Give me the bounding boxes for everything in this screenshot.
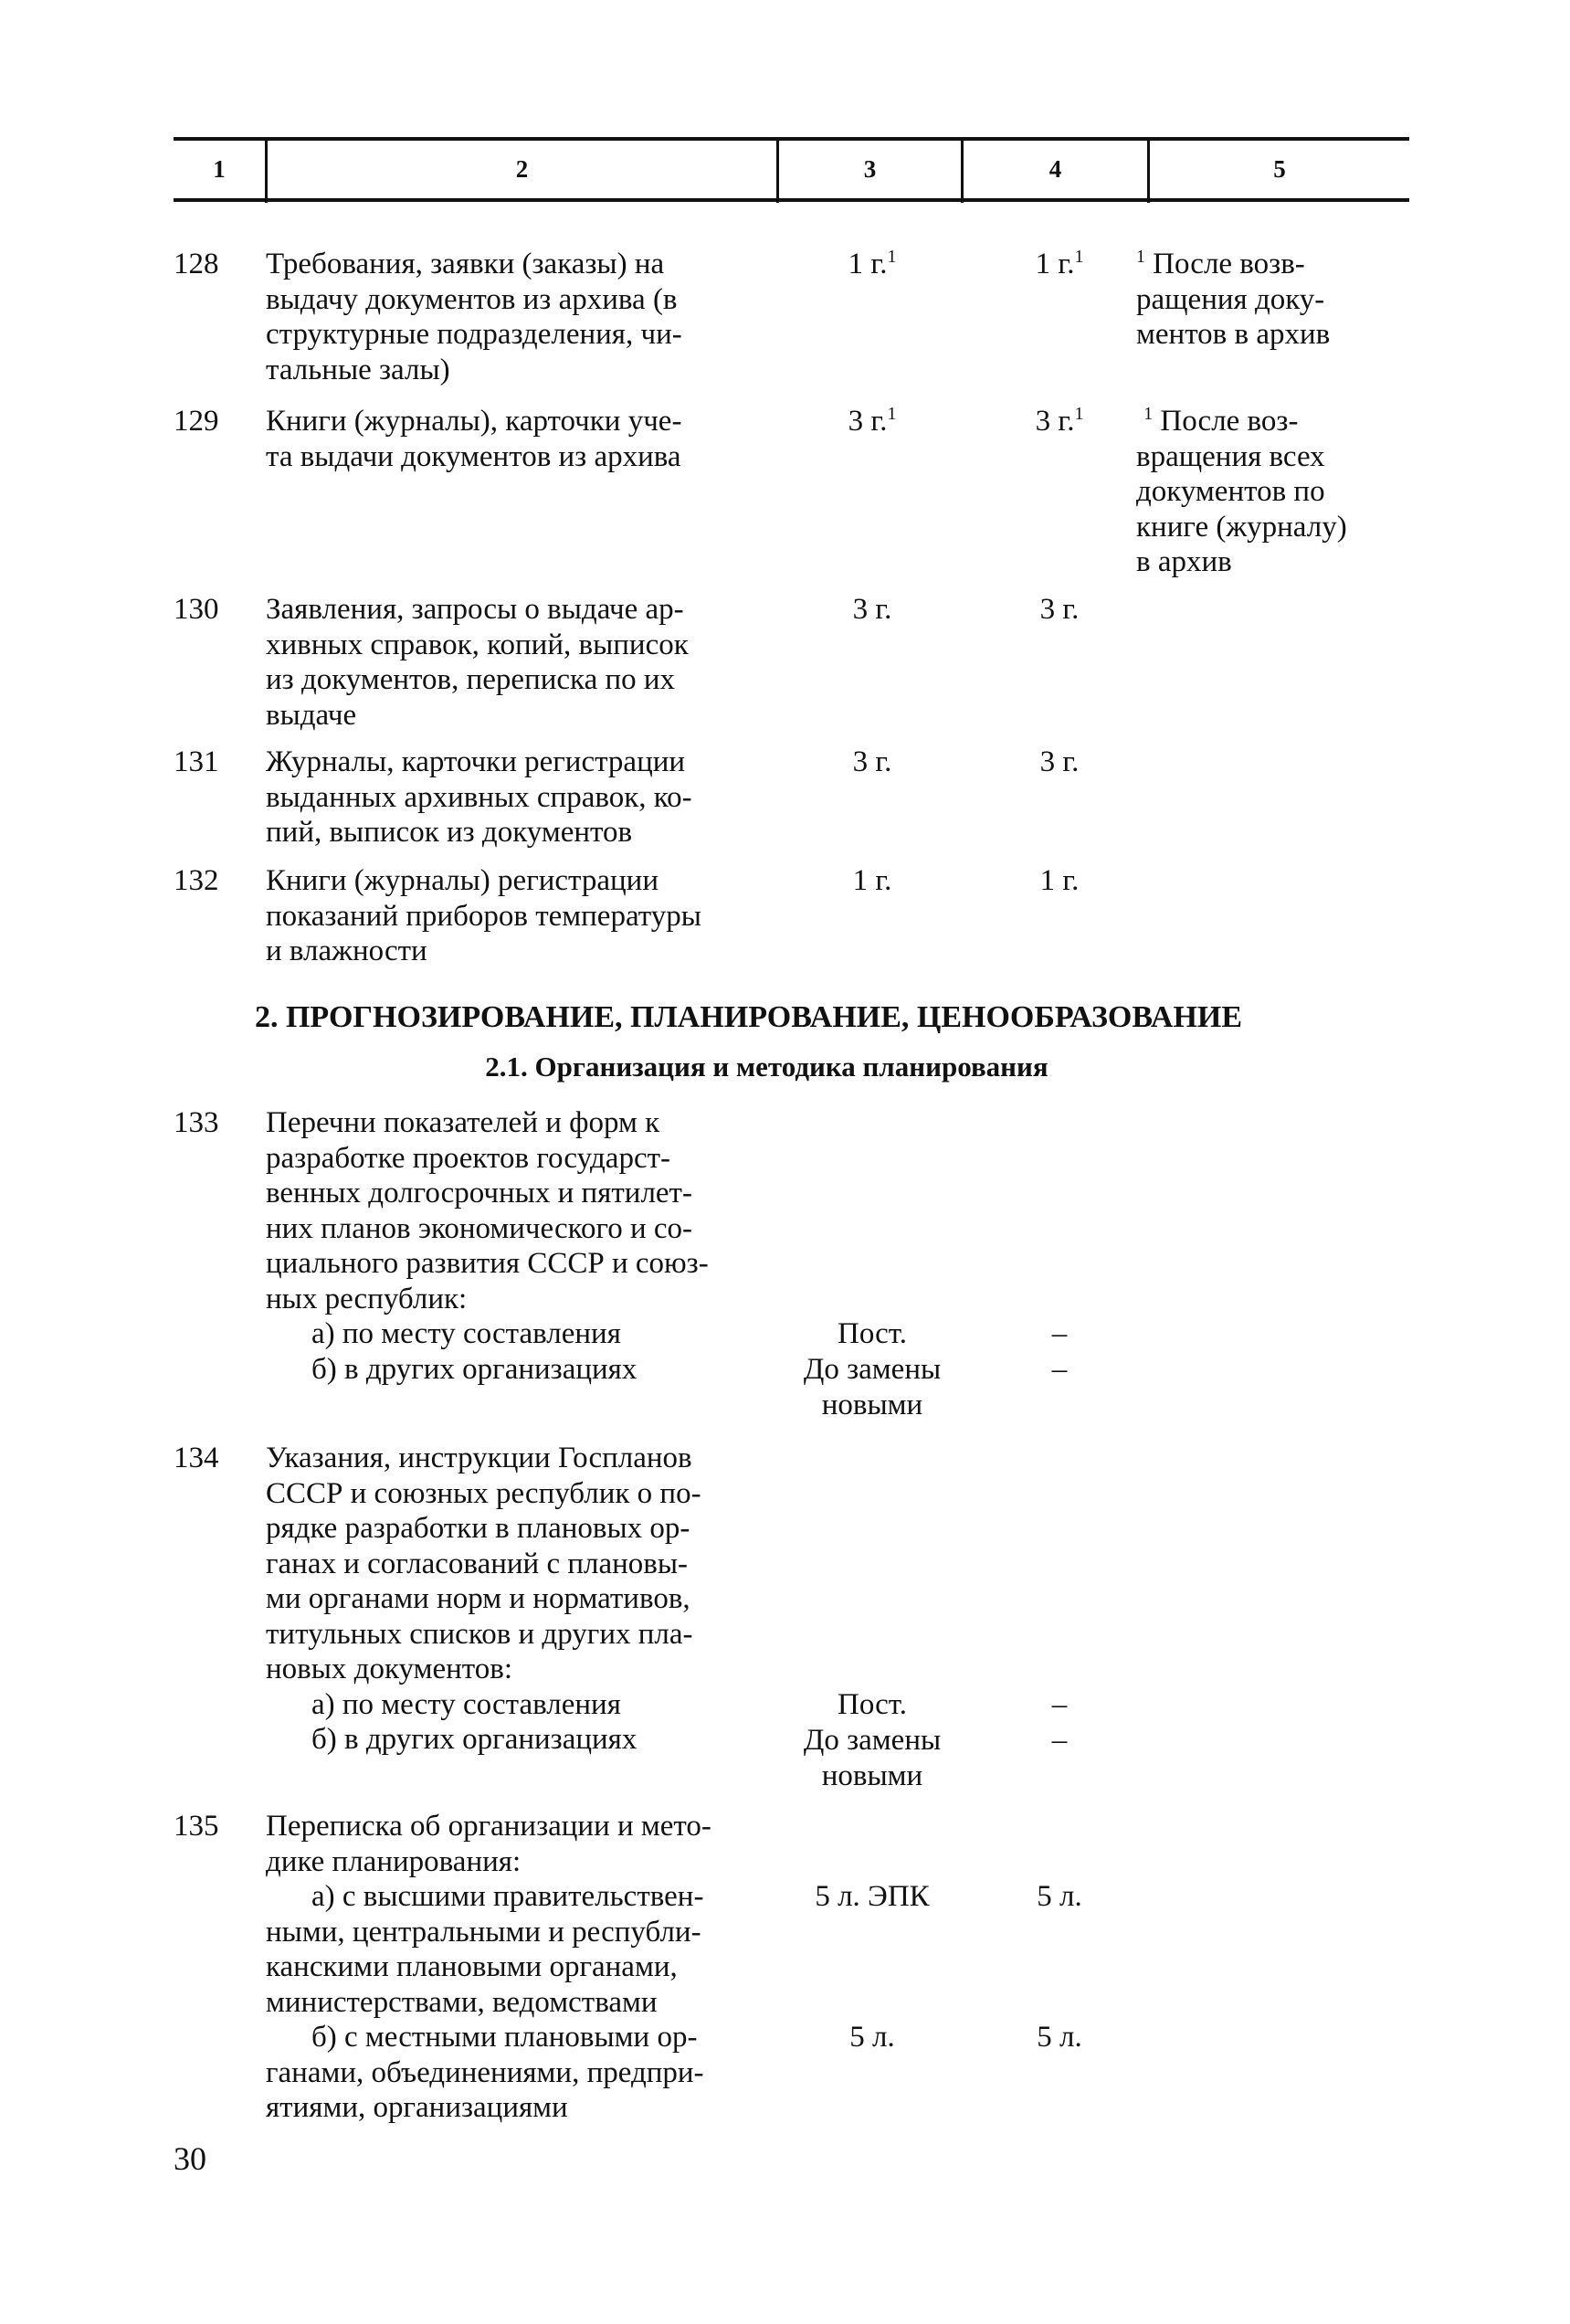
desc-line: тальные залы) [266,353,450,386]
term-value: 3 г. [848,405,888,438]
note-line [1136,404,1410,439]
desc-line: Указания, инструкции Госпланов [266,1442,692,1474]
row-description [266,745,766,850]
desc-line: выданных архивных справок, ко- [266,780,692,814]
sub-item: а) по месту составления [311,1317,621,1350]
term-org: Пост. [838,1317,907,1350]
header-col-4: 4 [1048,154,1062,183]
sub-item: б) с местными плановыми ор- [311,2021,698,2054]
desc-line: Книги (журналы) регистрации [266,864,659,897]
desc-line: из документов, переписка по их [266,663,676,696]
note-line: вращения всех [1136,439,1325,473]
desc-line: них планов экономического и со- [266,1211,693,1245]
term-archive: – [1051,1317,1068,1350]
desc-line: ганах и согласований с плановы- [266,1547,689,1580]
term-org [767,404,977,439]
row-number: 133 [174,1106,219,1139]
desc-line: титульных списков и других пла- [266,1617,693,1651]
desc-line: и влажности [266,935,427,967]
desc-line: венных долгосрочных и пятилет- [266,1177,692,1210]
desc-line: канскими плановыми органами, [266,1950,678,1983]
sub-item: а) с высшими правительствен- [311,1880,704,1913]
desc-line: структурные подразделения, чи- [266,318,682,351]
row-number: 130 [174,593,219,626]
row-description [266,247,766,387]
desc-line: Журналы, карточки регистрации [266,745,686,778]
desc-line: та выдачи документов из архива [266,439,681,473]
footnote-mark: 1 [1074,404,1084,424]
note-line: ментов в архив [1136,318,1331,351]
row-description [266,592,766,733]
header-col-5: 5 [1273,154,1286,183]
term-org: Пост. [838,1688,907,1721]
row-description [266,1441,766,1758]
term-archive: 5 л. [1037,1880,1082,1913]
desc-line: Заявления, запросы о выдаче ар- [266,593,684,626]
desc-line: ганами, объединениями, предпри- [266,2055,704,2089]
term-line: До замены [803,1724,942,1757]
term-org: 5 л. ЭПК [815,1880,930,1913]
row-note [1136,404,1410,580]
term-line: новыми [821,1389,923,1421]
desc-line: разработке проектов государст- [266,1141,671,1175]
term-archive: 1 г. [1039,864,1080,897]
desc-line: циального развития СССР и союз- [266,1247,709,1280]
desc-line: показаний приборов температуры [266,899,701,933]
section-title: 2. ПРОГНОЗИРОВАНИЕ, ПЛАНИРОВАНИЕ, ЦЕНООБРАЗОВАНИЕ [254,1000,1243,1034]
footnote-mark: 1 [887,404,897,424]
term-value: 1 г. [848,248,888,280]
footnote-mark: 1 [1074,247,1084,267]
row-description [266,1105,766,1387]
desc-line: рядке разработки в плановых ор- [266,1512,690,1545]
desc-line: хивных справок, копий, выписок [266,628,689,661]
sub-item: б) в других организациях [311,1352,637,1386]
footnote-mark: 1 [1143,404,1154,424]
term-archive: 3 г. [1039,745,1080,778]
row-number: 129 [174,405,219,438]
header-top-rule [174,137,1409,141]
desc-line: ятиями, организациями [266,2091,568,2124]
term-value: 1 г. [1035,248,1075,280]
row-number: 134 [174,1442,219,1474]
row-note [1136,247,1410,353]
desc-line: ных республик: [266,1282,468,1315]
note-text: После воз- [1160,405,1299,438]
desc-line: ми органами норм и нормативов, [266,1582,690,1615]
note-line: ращения доку- [1136,282,1325,316]
header-col-2: 2 [515,154,529,183]
desc-line: выдаче [266,698,357,732]
sub-item: а) по месту составления [311,1687,621,1721]
sub-item: б) в других организациях [311,1723,637,1756]
desc-line: дике планирования: [266,1844,522,1878]
term-line: До замены [803,1353,942,1386]
term-org: 3 г. [852,745,892,778]
row-number: 131 [174,745,219,778]
header-col-3: 3 [863,154,877,183]
footnote-mark: 1 [1136,247,1145,267]
term-org: 5 л. [849,2021,895,2054]
term-archive [968,404,1154,439]
section-subtitle: 2.1. Организация и методика планирования [485,1051,1048,1083]
term-org [767,1352,977,1423]
desc-line: ными, центральными и республи- [266,1915,701,1949]
term-archive [968,247,1151,282]
row-number: 128 [174,248,219,280]
note-line: в архив [1136,545,1232,578]
row-number: 135 [174,1810,219,1843]
desc-line: Книги (журналы), карточки уче- [266,405,682,438]
row-description [266,404,766,474]
desc-line: СССР и союзных республик о по- [266,1476,701,1510]
term-archive: – [1051,1724,1068,1757]
desc-line: Требования, заявки (заказы) на [266,248,665,280]
header-col-1: 1 [213,154,226,183]
term-archive: – [1051,1688,1068,1721]
term-org: 1 г. [852,864,892,897]
term-archive: 3 г. [1039,593,1080,626]
term-org: 3 г. [852,593,892,626]
desc-line: пий, выписок из документов [266,816,633,849]
term-line: новыми [821,1759,923,1792]
row-description [266,1809,766,2126]
desc-line: министерствами, ведомствами [266,1985,658,2019]
row-description [266,863,766,969]
note-text: После возв- [1153,248,1305,280]
term-archive: – [1051,1353,1068,1386]
term-org [767,247,977,282]
note-line: книге (журналу) [1136,510,1347,544]
row-number: 132 [174,864,219,897]
desc-line: Перечни показателей и форм к [266,1106,660,1139]
note-line: документов по [1136,475,1325,508]
page-number: 30 [174,2140,206,2177]
desc-line: выдачу документов из архива (в [266,282,678,316]
term-archive: 5 л. [1037,2021,1082,2054]
note-line [1136,247,1410,282]
desc-line: новых документов: [266,1653,513,1685]
footnote-mark: 1 [887,247,897,267]
term-value: 3 г. [1035,405,1075,438]
header-bottom-rule [174,198,1409,202]
term-org [767,1723,977,1794]
desc-line: Переписка об организации и мето- [266,1810,711,1843]
